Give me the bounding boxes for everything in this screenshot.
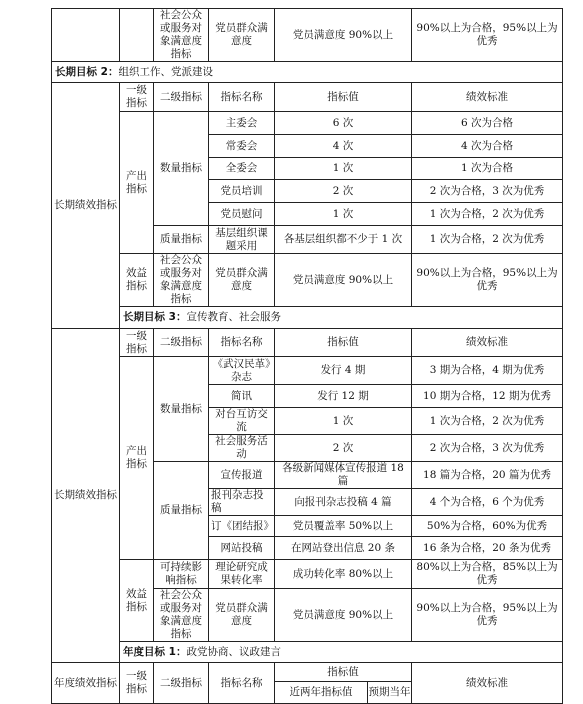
performance-standard: 18 篇为合格，20 篇为优秀 — [412, 462, 563, 489]
hdr-standard: 绩效标准 — [412, 329, 563, 357]
indicator-name: 网站投稿 — [209, 537, 275, 560]
indicator-value: 党员覆盖率 50%以上 — [275, 516, 412, 537]
g2-quality: 质量指标 — [154, 226, 209, 254]
indicator-value: 4 次 — [275, 135, 412, 158]
g2-category: 长期绩效指标 — [52, 83, 120, 329]
indicator-value: 2 次 — [275, 180, 412, 203]
goal-2-title: 长期目标 2： — [55, 65, 119, 78]
performance-standard: 1 次为合格，2 次为优秀 — [412, 408, 563, 435]
performance-standard: 16 条为合格，20 条为优秀 — [412, 537, 563, 560]
performance-standard: 4 个为合格，6 个为优秀 — [412, 489, 563, 516]
g2-benefit: 效益指标 — [120, 254, 154, 307]
indicator-value: 各基层组织都不少于 1 次 — [275, 226, 412, 254]
performance-standard: 4 次为合格 — [412, 135, 563, 158]
indicator-name: 简讯 — [209, 385, 275, 408]
goal-2-desc: 组织工作、党派建设 — [118, 65, 213, 78]
hdr-l1: 一级指标 — [120, 83, 154, 112]
annual-goal-1-desc: 政党协商、议政建言 — [186, 645, 281, 658]
performance-standard: 1 次为合格，2 次为优秀 — [412, 203, 563, 226]
indicator-value: 党员满意度 90%以上 — [275, 9, 412, 62]
indicator-value: 党员满意度 90%以上 — [275, 589, 412, 642]
performance-standard: 50%为合格，60%为优秀 — [412, 516, 563, 537]
indicator-name: 全委会 — [209, 158, 275, 180]
performance-standard: 90%以上为合格，95%以上为优秀 — [412, 9, 563, 62]
y1-category: 年度绩效指标 — [52, 663, 120, 704]
performance-standard: 90%以上为合格，95%以上为优秀 — [412, 589, 563, 642]
indicator-name: 党员慰问 — [209, 203, 275, 226]
indicator-name: 党员培训 — [209, 180, 275, 203]
indicator-value: 1 次 — [275, 408, 412, 435]
performance-standard: 90%以上为合格，95%以上为优秀 — [412, 254, 563, 307]
blank-cell — [120, 9, 154, 62]
indicator-value: 各级新闻媒体宣传报道 18 篇 — [275, 462, 412, 489]
annual-goal-1-heading — [120, 642, 563, 663]
hdr-standard: 绩效标准 — [412, 83, 563, 112]
hdr-name: 指标名称 — [209, 663, 275, 704]
indicator-name: 党员群众满意度 — [209, 254, 275, 307]
g3-quality: 质量指标 — [154, 462, 209, 560]
blank-cell — [52, 9, 120, 62]
performance-standard: 1 次为合格 — [412, 158, 563, 180]
indicator-value: 在网站登出信息 20 条 — [275, 537, 412, 560]
hdr-l1: 一级指标 — [120, 329, 154, 357]
hdr-prev-years: 近两年指标值 — [275, 682, 368, 703]
g3-category: 长期绩效指标 — [52, 329, 120, 663]
indicator-value: 发行 12 期 — [275, 385, 412, 408]
g3-quantity: 数量指标 — [154, 357, 209, 462]
indicator-name: 报刊杂志投稿 — [209, 489, 275, 516]
g3-sustainable: 可持续影响指标 — [154, 560, 209, 589]
hdr-value: 指标值 — [275, 83, 412, 112]
indicator-value: 成功转化率 80%以上 — [275, 560, 412, 589]
g3-output: 产出指标 — [120, 357, 154, 560]
performance-standard: 2 次为合格，3 次为优秀 — [412, 180, 563, 203]
hdr-name: 指标名称 — [209, 329, 275, 357]
performance-standard: 80%以上为合格，85%以上为优秀 — [412, 560, 563, 589]
g3-benefit: 效益指标 — [120, 560, 154, 642]
g2-quantity: 数量指标 — [154, 112, 209, 226]
indicator-value: 2 次 — [275, 435, 412, 462]
indicator-value: 向报刊杂志投稿 4 篇 — [275, 489, 412, 516]
indicator-name: 对台互访交流 — [209, 408, 275, 435]
indicator-name: 党员群众满意度 — [209, 9, 275, 62]
g3-satisfaction: 社会公众或服务对象满意度指标 — [154, 589, 209, 642]
performance-standard: 6 次为合格 — [412, 112, 563, 135]
indicator-name: 基层组织课题采用 — [209, 226, 275, 254]
indicator-name: 《武汉民革》杂志 — [209, 357, 275, 385]
indicator-value: 发行 4 期 — [275, 357, 412, 385]
hdr-value: 指标值 — [275, 329, 412, 357]
hdr-l2: 二级指标 — [154, 663, 209, 704]
hdr-expected: 预期当年 — [368, 686, 411, 698]
performance-goals-table — [51, 8, 562, 704]
indicator-value: 1 次 — [275, 158, 412, 180]
indicator-name: 理论研究成果转化率 — [209, 560, 275, 589]
hdr-standard: 绩效标准 — [412, 663, 563, 704]
indicator-name: 社会服务活动 — [209, 435, 275, 462]
indicator-value: 1 次 — [275, 203, 412, 226]
hdr-l1: 一级指标 — [120, 663, 154, 704]
indicator-value: 党员满意度 90%以上 — [275, 254, 412, 307]
g2-output: 产出指标 — [120, 112, 154, 254]
goal-3-desc: 宣传教育、社会服务 — [186, 311, 281, 323]
l2-satisfaction: 社会公众或服务对象满意度指标 — [154, 9, 209, 62]
hdr-l2: 二级指标 — [154, 329, 209, 357]
hdr-name: 指标名称 — [209, 83, 275, 112]
g2-satisfaction: 社会公众或服务对象满意度指标 — [154, 254, 209, 307]
indicator-name: 常委会 — [209, 135, 275, 158]
indicator-name: 订《团结报》 — [209, 516, 275, 537]
hdr-value: 指标值 — [275, 663, 411, 682]
goal-2-heading — [52, 62, 563, 83]
performance-standard: 1 次为合格，2 次为优秀 — [412, 226, 563, 254]
indicator-name: 党员群众满意度 — [209, 589, 275, 642]
indicator-name: 主委会 — [209, 112, 275, 135]
hdr-value-subcols — [275, 682, 411, 703]
annual-goal-1-title: 年度目标 1： — [123, 645, 187, 658]
performance-standard: 2 次为合格，3 次为优秀 — [412, 435, 563, 462]
indicator-value: 6 次 — [275, 112, 412, 135]
performance-standard: 10 期为合格，12 期为优秀 — [412, 385, 563, 408]
performance-standard: 3 期为合格，4 期为优秀 — [412, 357, 563, 385]
goal-3-title: 长期目标 3： — [123, 311, 187, 323]
indicator-name: 宣传报道 — [209, 462, 275, 489]
hdr-value-group — [275, 663, 412, 704]
hdr-l2: 二级指标 — [154, 83, 209, 112]
goal-3-heading — [120, 307, 563, 329]
